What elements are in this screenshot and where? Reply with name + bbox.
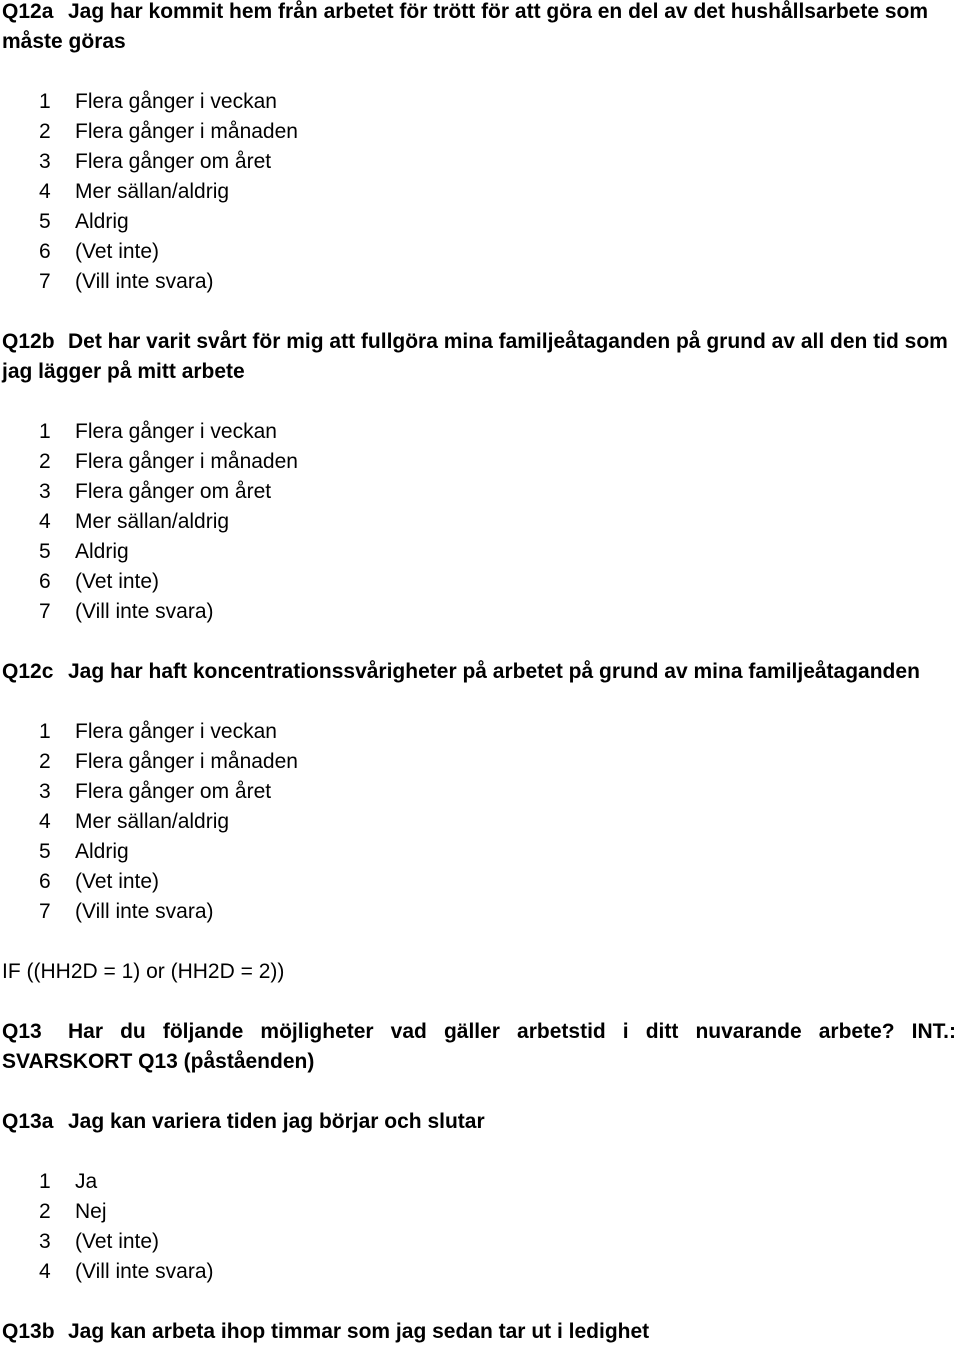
option-label: Flera gånger om året bbox=[75, 480, 272, 503]
option-number: 6 bbox=[39, 240, 51, 263]
option-number: 7 bbox=[39, 900, 51, 923]
option-label: (Vill inte svara) bbox=[75, 1260, 214, 1283]
option-label: Flera gånger om året bbox=[75, 150, 272, 173]
question-q13a bbox=[2, 1107, 956, 1137]
option-number: 1 bbox=[39, 1170, 51, 1193]
option-label: Flera gånger i månaden bbox=[75, 450, 298, 473]
question-code: Q13 bbox=[2, 1020, 42, 1043]
option-number: 3 bbox=[39, 780, 51, 803]
option-label: Aldrig bbox=[75, 540, 129, 563]
option-number: 1 bbox=[39, 90, 51, 113]
option-number: 7 bbox=[39, 600, 51, 623]
options-q12a bbox=[2, 87, 956, 297]
option-number: 5 bbox=[39, 540, 51, 563]
list-item bbox=[2, 507, 956, 537]
option-number: 5 bbox=[39, 840, 51, 863]
question-q12a bbox=[2, 0, 956, 57]
options-q12b bbox=[2, 417, 956, 627]
option-label: (Vill inte svara) bbox=[75, 900, 214, 923]
question-q12b bbox=[2, 327, 956, 387]
options-q13a bbox=[2, 1167, 956, 1287]
option-number: 2 bbox=[39, 750, 51, 773]
question-code: Q13b bbox=[2, 1320, 55, 1343]
option-label: (Vet inte) bbox=[75, 240, 160, 263]
list-item bbox=[2, 717, 956, 747]
option-label: Flera gånger i veckan bbox=[75, 720, 277, 743]
list-item bbox=[2, 567, 956, 597]
question-code: Q12a bbox=[2, 0, 54, 23]
list-item bbox=[2, 87, 956, 117]
list-item bbox=[2, 417, 956, 447]
list-item bbox=[2, 1227, 956, 1257]
option-label: Aldrig bbox=[75, 840, 129, 863]
option-label: Aldrig bbox=[75, 210, 129, 233]
option-number: 6 bbox=[39, 570, 51, 593]
option-label: Ja bbox=[75, 1170, 98, 1193]
option-label: (Vet inte) bbox=[75, 570, 160, 593]
question-code: Q12c bbox=[2, 660, 54, 683]
filter-condition: IF ((HH2D = 1) or (HH2D = 2)) bbox=[2, 960, 285, 983]
list-item bbox=[2, 1197, 956, 1227]
option-number: 2 bbox=[39, 450, 51, 473]
question-q12c bbox=[2, 657, 956, 687]
option-number: 7 bbox=[39, 270, 51, 293]
question-q13b bbox=[2, 1317, 956, 1347]
option-number: 4 bbox=[39, 1260, 51, 1283]
option-number: 2 bbox=[39, 120, 51, 143]
question-text: Jag kan variera tiden jag börjar och slutar bbox=[68, 1110, 485, 1133]
list-item bbox=[2, 537, 956, 567]
option-label: Flera gånger i veckan bbox=[75, 420, 277, 443]
list-item bbox=[2, 177, 956, 207]
list-item bbox=[2, 837, 956, 867]
list-item bbox=[2, 897, 956, 927]
question-q13 bbox=[2, 1017, 956, 1077]
option-label: (Vill inte svara) bbox=[75, 270, 214, 293]
list-item bbox=[2, 867, 956, 897]
list-item bbox=[2, 777, 956, 807]
option-number: 5 bbox=[39, 210, 51, 233]
option-label: (Vet inte) bbox=[75, 1230, 160, 1253]
list-item bbox=[2, 1167, 956, 1197]
option-number: 4 bbox=[39, 510, 51, 533]
list-item bbox=[2, 807, 956, 837]
option-number: 6 bbox=[39, 870, 51, 893]
list-item bbox=[2, 597, 956, 627]
option-label: Mer sällan/aldrig bbox=[75, 810, 230, 833]
list-item bbox=[2, 207, 956, 237]
spacer bbox=[2, 1077, 956, 1107]
option-number: 1 bbox=[39, 420, 51, 443]
list-item bbox=[2, 747, 956, 777]
option-label: Nej bbox=[75, 1200, 107, 1223]
option-label: Flera gånger i veckan bbox=[75, 90, 277, 113]
list-item bbox=[2, 447, 956, 477]
option-label: Flera gånger i månaden bbox=[75, 750, 298, 773]
option-number: 2 bbox=[39, 1200, 51, 1223]
option-number: 3 bbox=[39, 150, 51, 173]
option-number: 1 bbox=[39, 720, 51, 743]
option-label: Mer sällan/aldrig bbox=[75, 510, 230, 533]
list-item bbox=[2, 117, 956, 147]
list-item bbox=[2, 1257, 956, 1287]
question-code: Q12b bbox=[2, 330, 55, 353]
options-q12c bbox=[2, 717, 956, 927]
option-label: Flera gånger i månaden bbox=[75, 120, 298, 143]
option-number: 3 bbox=[39, 1230, 51, 1253]
option-number: 3 bbox=[39, 480, 51, 503]
option-number: 4 bbox=[39, 810, 51, 833]
question-text: Jag har haft koncentrationssvårigheter på arbetet på grund av mina familjeåtaganden bbox=[68, 660, 920, 683]
option-label: (Vet inte) bbox=[75, 870, 160, 893]
option-number: 4 bbox=[39, 180, 51, 203]
list-item bbox=[2, 267, 956, 297]
list-item bbox=[2, 237, 956, 267]
question-text: Jag har kommit hem från arbetet för trött för att göra en del av det hushållsarbete som måste göras bbox=[2, 0, 929, 53]
option-label: Mer sällan/aldrig bbox=[75, 180, 230, 203]
list-item bbox=[2, 477, 956, 507]
question-text: Jag kan arbeta ihop timmar som jag sedan tar ut i ledighet bbox=[68, 1320, 650, 1343]
question-text: Har du följande möjligheter vad gäller arbetstid i ditt nuvarande arbete? INT.: SVARSKORT Q13 (påståenden) bbox=[2, 1020, 956, 1073]
question-text: Det har varit svårt för mig att fullgöra mina familjeåtaganden på grund av all den tid som jag lägger på mitt arbete bbox=[2, 330, 948, 383]
option-label: Flera gånger om året bbox=[75, 780, 272, 803]
survey-document bbox=[2, 0, 956, 1347]
option-label: (Vill inte svara) bbox=[75, 600, 214, 623]
question-code: Q13a bbox=[2, 1110, 54, 1133]
list-item bbox=[2, 147, 956, 177]
